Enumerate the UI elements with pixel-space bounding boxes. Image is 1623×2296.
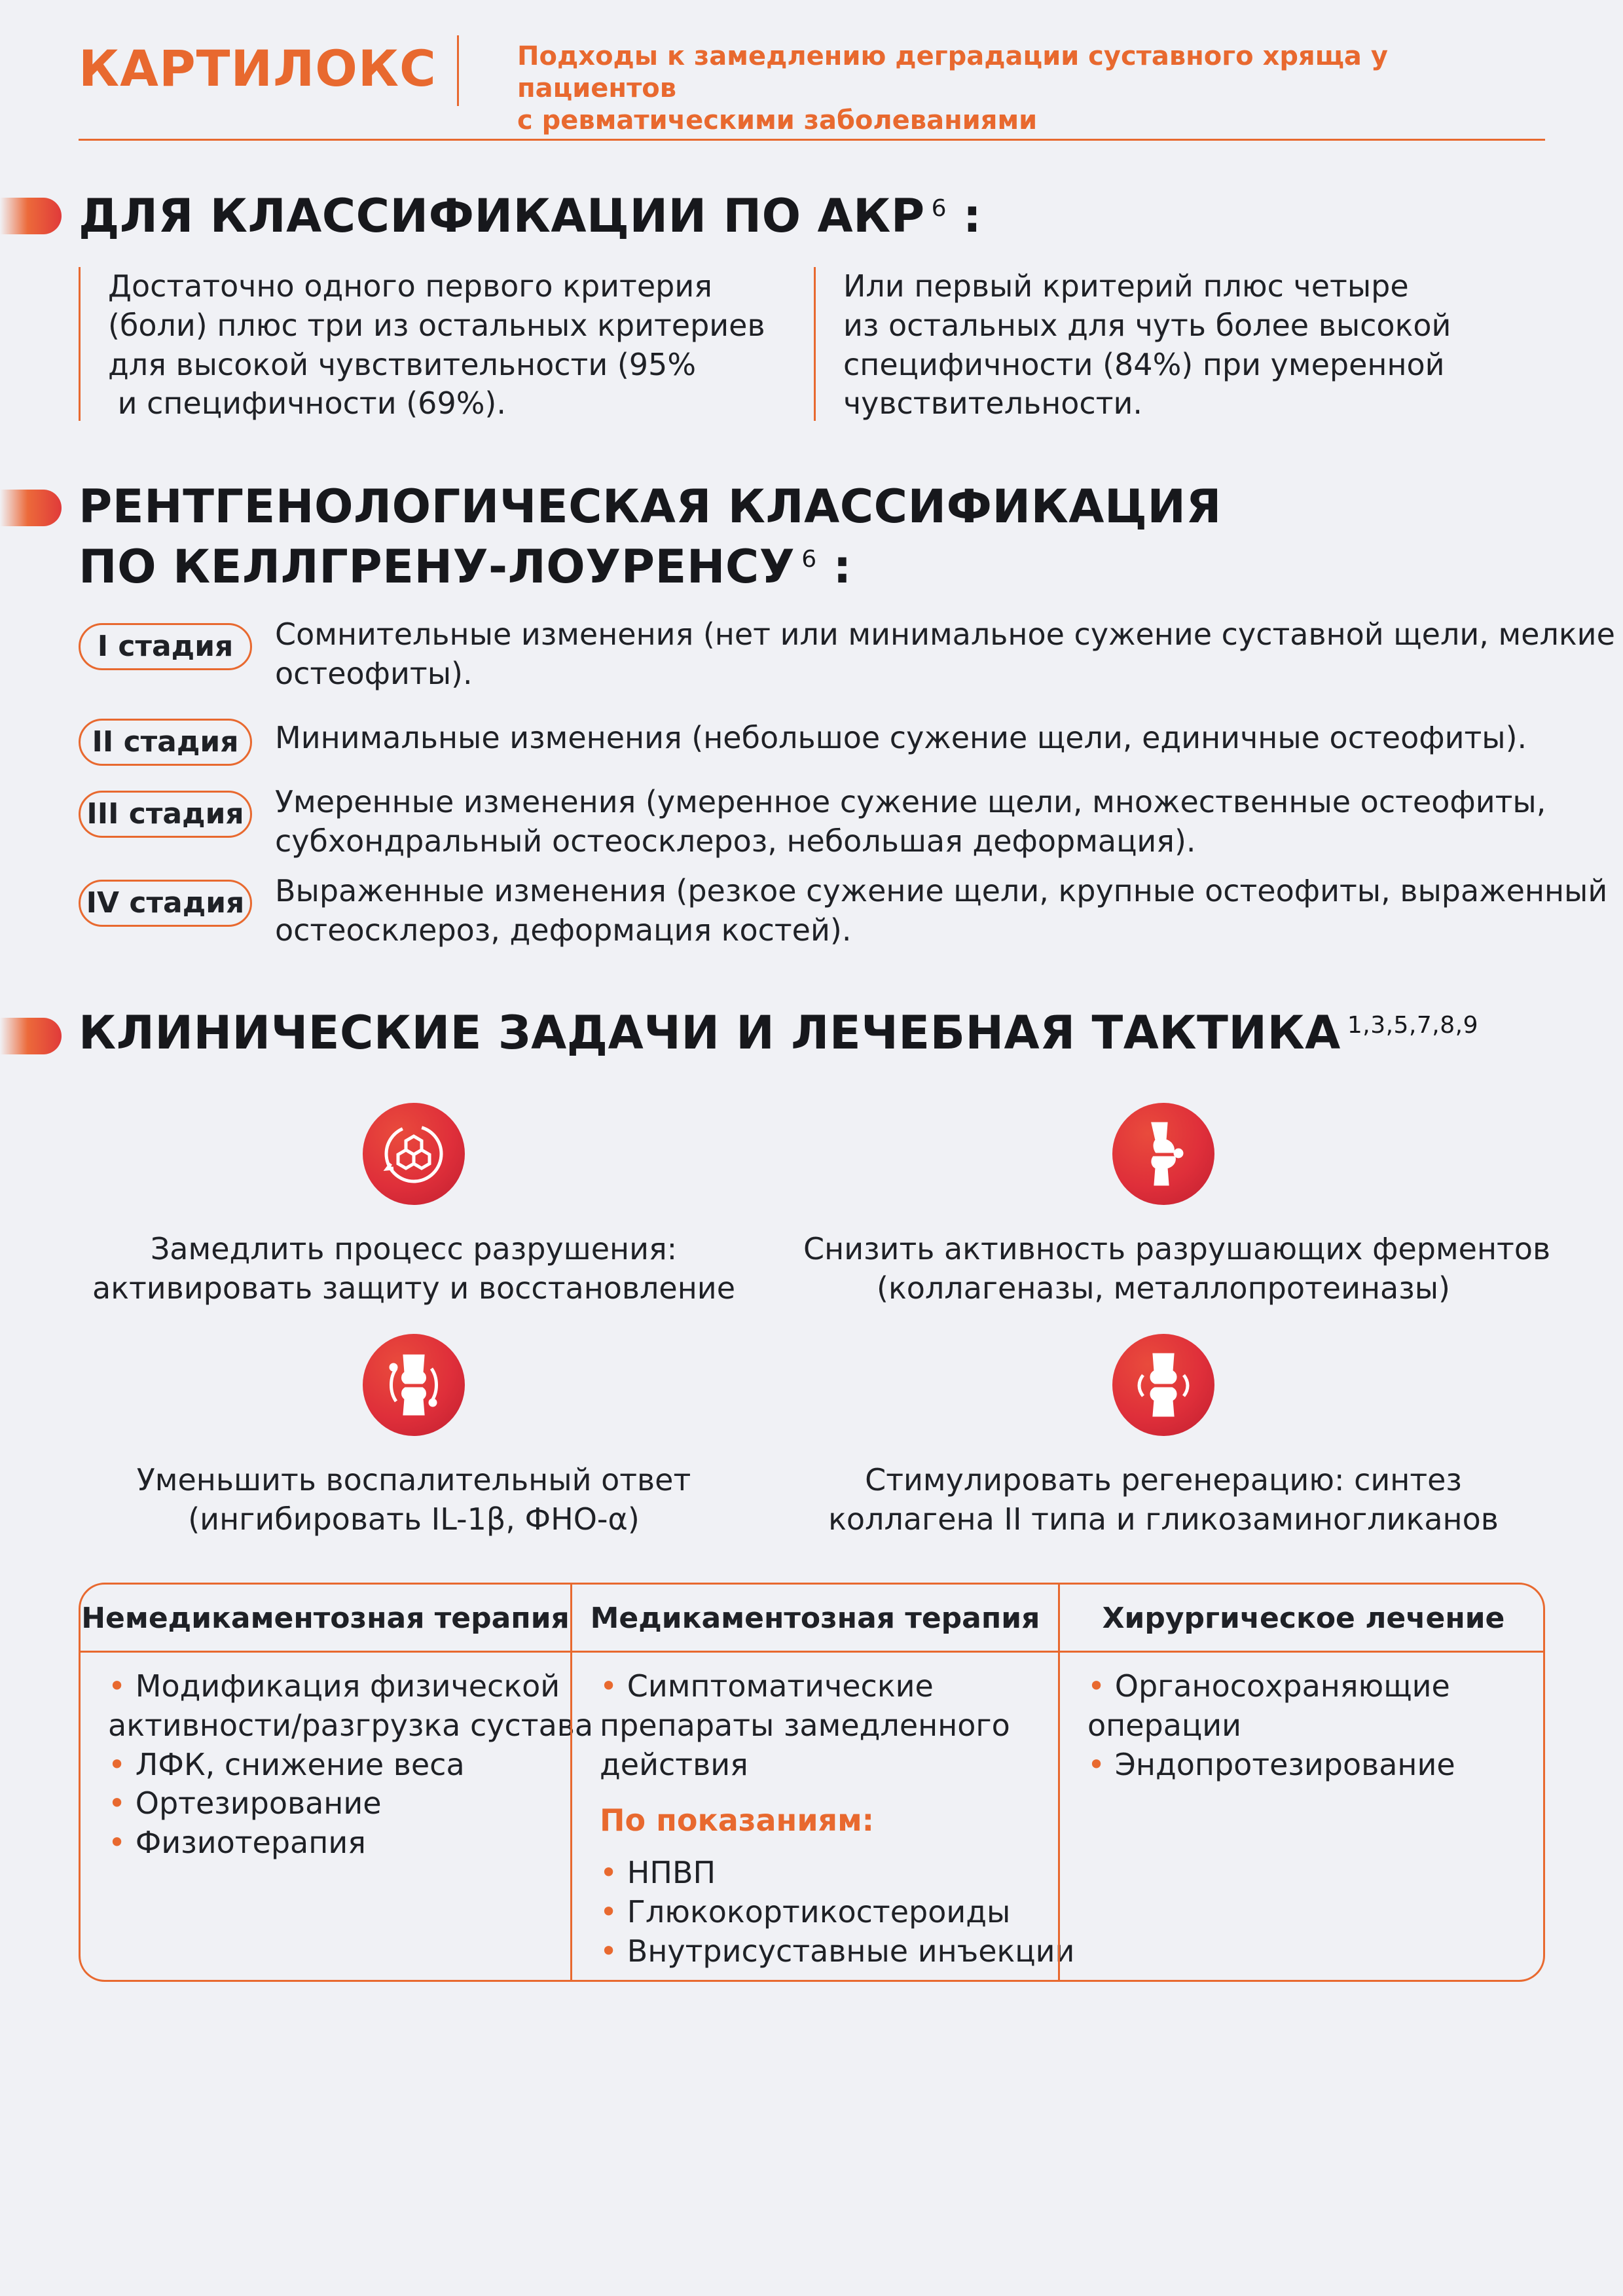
task-description-line: (коллагеназы, металлопротеиназы)	[877, 1270, 1450, 1306]
therapy-column-header: Хирургическое лечение	[1060, 1585, 1545, 1653]
joint-regeneration-icon	[1112, 1334, 1214, 1436]
stage-description-line: Выраженные изменения (резкое сужение щели, крупные остеофиты, выраженный	[275, 873, 1608, 908]
reference-superscript: 6	[801, 546, 817, 573]
bullet-icon: •	[108, 1825, 126, 1861]
knee-joint-icon	[1112, 1103, 1214, 1205]
task-description-line: Замедлить процесс разрушения:	[150, 1231, 678, 1266]
bullet-icon: •	[108, 1668, 126, 1704]
task-description-line: активировать защиту и восстановление	[92, 1270, 735, 1306]
section-title-text: ПО КЕЛЛГРЕНУ-ЛОУРЕНСУ	[79, 540, 795, 594]
task-card	[803, 1334, 1523, 1539]
section-title-akr	[79, 186, 981, 246]
section-marker	[0, 1018, 62, 1054]
therapy-column-header: Медикаментозная терапия	[572, 1585, 1058, 1653]
akr-left-line: Достаточно одного первого критерия	[108, 268, 712, 304]
therapy-column-non-drug	[81, 1585, 594, 1980]
therapy-list-item-continuation: действия	[600, 1746, 748, 1782]
task-description-line: Снизить активность разрушающих ферментов	[803, 1231, 1551, 1266]
bullet-icon: •	[600, 1933, 618, 1969]
therapy-list-item: • Глюкокортикостероиды	[600, 1893, 1011, 1929]
therapy-column-header: Немедикаментозная терапия	[81, 1585, 570, 1653]
brand-logo-text: КАРТИЛОКС	[79, 39, 437, 98]
therapy-table	[79, 1583, 1545, 1982]
bullet-icon: •	[1087, 1668, 1106, 1704]
akr-right-line: чувствительности.	[843, 386, 1143, 422]
bullet-icon: •	[108, 1746, 126, 1782]
bullet-icon: •	[1087, 1746, 1106, 1782]
therapy-column-body	[572, 1653, 1075, 1971]
stage-description	[275, 615, 1615, 694]
therapy-list-item: • Симптоматические	[600, 1668, 934, 1704]
stage-badge: I стадия	[79, 623, 252, 670]
therapy-list-item-continuation: операции	[1087, 1707, 1242, 1743]
stage-description	[275, 783, 1546, 861]
section-title-clinical-tasks	[79, 1003, 1478, 1063]
stage-badge: II стадия	[79, 719, 252, 766]
stage-description-line: Умеренные изменения (умеренное сужение щели, множественные остеофиты,	[275, 784, 1546, 819]
task-description-line: (ингибировать IL-1β, ФНО-α)	[188, 1501, 640, 1537]
akr-right-line: специфичности (84%) при умеренной	[843, 346, 1445, 382]
task-description-line: Уменьшить воспалительный ответ	[136, 1462, 691, 1498]
akr-left-line: (боли) плюс три из остальных критериев	[108, 307, 765, 343]
bullet-icon: •	[108, 1785, 126, 1821]
task-card	[803, 1103, 1551, 1308]
therapy-list-item: • Эндопротезирование	[1087, 1746, 1455, 1782]
therapy-column-drug	[570, 1585, 1075, 1980]
stage-description-line: Сомнительные изменения (нет или минимальное сужение суставной щели, мелкие	[275, 617, 1615, 652]
therapy-list-item: • Органосохраняющие	[1087, 1668, 1450, 1704]
header-subtitle-line: Подходы к замедлению деградации суставного хряща у пациентов	[517, 41, 1388, 103]
stage-description	[275, 872, 1607, 950]
stage-description-line: остеофиты).	[275, 655, 473, 691]
bullet-icon: •	[600, 1893, 618, 1929]
therapy-column-body	[81, 1653, 594, 1863]
stage-description-line: субхондральный остеосклероз, небольшая деформация).	[275, 823, 1196, 859]
stage-badge: III стадия	[79, 791, 252, 838]
joint-inflammation-icon	[363, 1334, 465, 1436]
therapy-list-item-continuation: активности/разгрузка сустава	[108, 1707, 594, 1743]
therapy-list-item: • Физиотерапия	[108, 1825, 366, 1861]
header-divider	[457, 35, 459, 106]
therapy-subheading: По показаниям:	[600, 1803, 875, 1839]
therapy-column-surgery	[1058, 1585, 1545, 1980]
stage-badge: IV стадия	[79, 880, 252, 927]
reference-superscript: 1,3,5,7,8,9	[1347, 1011, 1479, 1039]
task-description-line: Стимулировать регенерацию: синтез	[865, 1462, 1462, 1498]
akr-right-line: Или первый критерий плюс четыре	[843, 268, 1409, 304]
therapy-list-item: • Ортезирование	[108, 1785, 382, 1821]
task-description	[54, 1230, 774, 1308]
therapy-list-item-continuation: препараты замедленного	[600, 1707, 1010, 1743]
task-description	[803, 1230, 1551, 1308]
therapy-list-item: • Внутрисуставные инъекции	[600, 1933, 1075, 1969]
task-description-line: коллагена II типа и гликозаминогликанов	[828, 1501, 1499, 1537]
section-title-suffix: :	[816, 540, 852, 594]
akr-left-line: для высокой чувствительности (95%	[108, 346, 697, 382]
task-card	[54, 1103, 774, 1308]
section-title-suffix: :	[947, 189, 982, 243]
header-subtitle	[517, 41, 1539, 136]
akr-right-line: из остальных для чуть более высокой	[843, 307, 1451, 343]
stage-description-line: остеосклероз, деформация костей).	[275, 912, 852, 948]
task-card	[54, 1334, 774, 1539]
page-header	[79, 33, 1545, 141]
bullet-icon: •	[600, 1668, 618, 1704]
therapy-list-item: • НПВП	[600, 1855, 716, 1891]
section-title-text: ДЛЯ КЛАССИФИКАЦИИ ПО АКР	[79, 189, 925, 243]
reference-superscript: 6	[931, 194, 947, 222]
section-marker	[0, 490, 62, 526]
task-description	[54, 1461, 774, 1539]
section-title-kellgren	[79, 476, 1222, 598]
therapy-list-item: • ЛФК, снижение веса	[108, 1746, 465, 1782]
cartilage-cells-icon	[363, 1103, 465, 1205]
task-description	[803, 1461, 1523, 1539]
bullet-icon: •	[600, 1855, 618, 1891]
akr-criteria-right	[814, 267, 1534, 421]
stage-description-line: Минимальные изменения (небольшое сужение щели, единичные остеофиты).	[275, 720, 1527, 755]
header-subtitle-line: с ревматическими заболеваниями	[517, 105, 1038, 135]
stage-description	[275, 719, 1527, 758]
therapy-column-body	[1060, 1653, 1545, 1784]
akr-criteria-left	[79, 267, 786, 421]
section-title-text: РЕНТГЕНОЛОГИЧЕСКАЯ КЛАССИФИКАЦИЯ	[79, 480, 1222, 533]
therapy-list-item: • Модификация физической	[108, 1668, 560, 1704]
section-marker	[0, 198, 62, 234]
akr-left-line: и специфичности (69%).	[108, 386, 506, 422]
section-title-text: КЛИНИЧЕСКИЕ ЗАДАЧИ И ЛЕЧЕБНАЯ ТАКТИКА	[79, 1006, 1341, 1060]
